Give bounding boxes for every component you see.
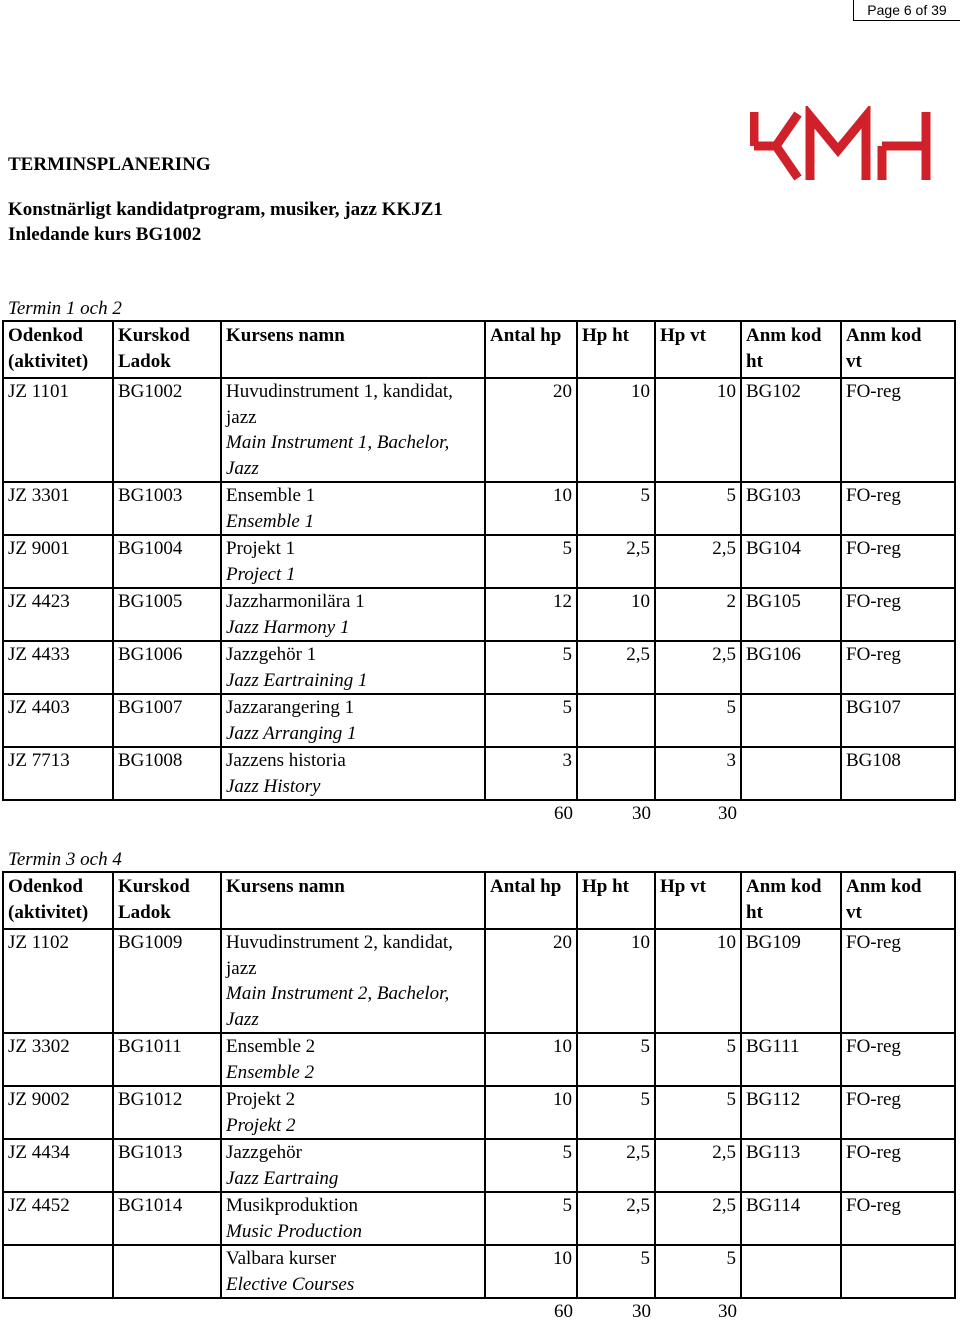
totals-spacer	[221, 1298, 485, 1325]
hp-vt-cell: 5	[655, 1245, 741, 1298]
header-hp-ht: Hp ht	[577, 321, 655, 378]
hp-ht-cell: 10	[577, 378, 655, 482]
course-name-en: Main Instrument 2, Bachelor,	[226, 983, 450, 1004]
table-row	[3, 378, 955, 482]
header-anm-kod-vt-line-2: vt	[846, 350, 862, 372]
totals-spacer	[113, 1298, 221, 1325]
anm-kod-ht-cell: BG103	[741, 482, 841, 535]
anm-kod-ht-cell: BG109	[741, 929, 841, 1033]
header-anm-kod-ht-line-1: Anm kod	[746, 876, 822, 897]
kmh-logo	[750, 106, 934, 186]
hp-vt-cell: 10	[655, 378, 741, 482]
header-anm-kod-vt-line-2: vt	[846, 901, 862, 923]
anm-kod-ht-cell: BG114	[741, 1192, 841, 1245]
course-name-cell	[221, 641, 485, 694]
kurskod-cell: BG1012	[113, 1086, 221, 1139]
course-name-cell	[221, 747, 485, 800]
header-anm-kod-vt-line-1: Anm kod	[846, 876, 922, 897]
header-anm-kod-ht	[741, 872, 841, 929]
antal-hp-cell: 10	[485, 1086, 577, 1139]
anm-kod-ht-cell	[741, 747, 841, 800]
odenkod-cell: JZ 3302	[3, 1033, 113, 1086]
hp-ht-cell	[577, 694, 655, 747]
table-row	[3, 747, 955, 800]
anm-kod-vt-cell: FO-reg	[841, 1033, 955, 1086]
odenkod-cell: JZ 4434	[3, 1139, 113, 1192]
antal-hp-cell: 20	[485, 929, 577, 1033]
hp-ht-cell	[577, 747, 655, 800]
antal-hp-cell: 5	[485, 694, 577, 747]
course-name-cell	[221, 1086, 485, 1139]
table-row	[3, 588, 955, 641]
anm-kod-vt-cell: FO-reg	[841, 535, 955, 588]
page-number: Page 6 of 39	[853, 0, 960, 21]
header-hp-vt: Hp vt	[655, 872, 741, 929]
total-hp-ht: 30	[632, 803, 651, 824]
course-name-sv: Jazzens historia	[226, 750, 346, 771]
anm-kod-ht-cell: BG113	[741, 1139, 841, 1192]
course-name-en: Ensemble 2	[226, 1061, 315, 1083]
anm-kod-vt-cell: BG107	[841, 694, 955, 747]
course-name-cell	[221, 1245, 485, 1298]
header-anm-kod-ht-line-2: ht	[746, 350, 763, 372]
table-row	[3, 929, 955, 1033]
course-name-en: Jazz	[226, 1008, 259, 1030]
antal-hp-cell: 5	[485, 535, 577, 588]
antal-hp-cell: 12	[485, 588, 577, 641]
antal-hp-cell: 20	[485, 378, 577, 482]
anm-kod-vt-cell: FO-reg	[841, 482, 955, 535]
odenkod-cell: JZ 9002	[3, 1086, 113, 1139]
hp-vt-cell: 5	[655, 1086, 741, 1139]
hp-vt-cell: 2,5	[655, 535, 741, 588]
header-kurskod-line-2: Ladok	[118, 901, 171, 923]
term-2-title: Termin 3 och 4	[8, 849, 122, 870]
header-anm-kod-vt	[841, 872, 955, 929]
odenkod-cell: JZ 3301	[3, 482, 113, 535]
hp-ht-cell: 5	[577, 482, 655, 535]
course-name-en: Jazz History	[226, 775, 321, 797]
anm-kod-ht-cell: BG102	[741, 378, 841, 482]
total-antal-hp: 60	[554, 803, 573, 824]
kurskod-cell: BG1006	[113, 641, 221, 694]
document-title: TERMINSPLANERING	[8, 154, 211, 175]
antal-hp-cell: 5	[485, 1139, 577, 1192]
hp-ht-cell: 2,5	[577, 1192, 655, 1245]
hp-vt-cell: 5	[655, 694, 741, 747]
kurskod-cell: BG1007	[113, 694, 221, 747]
hp-vt-cell: 5	[655, 1033, 741, 1086]
course-name-sv: Huvudinstrument 1, kandidat,	[226, 381, 453, 402]
header-kurskod-line-1: Kurskod	[118, 325, 190, 346]
hp-ht-cell: 10	[577, 929, 655, 1033]
table-header-row	[3, 872, 955, 929]
course-name-sv: Projekt 1	[226, 538, 296, 559]
antal-hp-cell: 10	[485, 482, 577, 535]
course-name-cell	[221, 1033, 485, 1086]
kurskod-cell: BG1003	[113, 482, 221, 535]
course-name-en: Main Instrument 1, Bachelor,	[226, 432, 450, 453]
course-name-en: Elective Courses	[226, 1273, 355, 1295]
hp-vt-cell: 2,5	[655, 1139, 741, 1192]
header-kursens-namn: Kursens namn	[221, 321, 485, 378]
course-name-cell	[221, 535, 485, 588]
header-anm-kod-ht-line-2: ht	[746, 901, 763, 923]
hp-vt-cell: 3	[655, 747, 741, 800]
anm-kod-vt-cell: FO-reg	[841, 588, 955, 641]
hp-ht-cell: 10	[577, 588, 655, 641]
course-name-en: Jazz Eartraining 1	[226, 669, 368, 691]
hp-ht-cell: 5	[577, 1033, 655, 1086]
anm-kod-ht-cell: BG111	[741, 1033, 841, 1086]
program-title: Konstnärligt kandidatprogram, musiker, jazz KKJZ1	[8, 199, 443, 220]
term-1-title: Termin 1 och 2	[8, 298, 122, 319]
course-name-sv: Jazzgehör 1	[226, 644, 317, 665]
header-hp-vt: Hp vt	[655, 321, 741, 378]
table-header-row	[3, 321, 955, 378]
total-antal-hp: 60	[554, 1301, 573, 1322]
anm-kod-ht-cell: BG104	[741, 535, 841, 588]
anm-kod-ht-cell: BG106	[741, 641, 841, 694]
anm-kod-vt-cell: FO-reg	[841, 1192, 955, 1245]
course-name-en: Ensemble 1	[226, 510, 315, 532]
odenkod-cell: JZ 4452	[3, 1192, 113, 1245]
totals-spacer	[113, 800, 221, 827]
odenkod-cell: JZ 9001	[3, 535, 113, 588]
odenkod-cell: JZ 4403	[3, 694, 113, 747]
odenkod-cell: JZ 7713	[3, 747, 113, 800]
course-name-sv: Ensemble 2	[226, 1036, 316, 1057]
hp-ht-cell: 5	[577, 1086, 655, 1139]
course-name-en: Music Production	[226, 1220, 362, 1242]
hp-vt-cell: 2	[655, 588, 741, 641]
term-2-table	[2, 871, 956, 1325]
course-name-sv: Huvudinstrument 2, kandidat,	[226, 932, 453, 953]
kurskod-cell: BG1008	[113, 747, 221, 800]
anm-kod-vt-cell: FO-reg	[841, 641, 955, 694]
table-row	[3, 641, 955, 694]
anm-kod-vt-cell: FO-reg	[841, 1139, 955, 1192]
course-name-sv: Musikproduktion	[226, 1195, 358, 1216]
total-hp-vt: 30	[718, 803, 737, 824]
anm-kod-ht-cell	[741, 1245, 841, 1298]
course-name-cell	[221, 588, 485, 641]
anm-kod-vt-cell: FO-reg	[841, 378, 955, 482]
total-hp-vt: 30	[718, 1301, 737, 1322]
odenkod-cell: JZ 4433	[3, 641, 113, 694]
header-anm-kod-ht	[741, 321, 841, 378]
term-1-table	[2, 320, 956, 827]
course-name-en: Jazz Arranging 1	[226, 722, 357, 744]
kurskod-cell: BG1005	[113, 588, 221, 641]
hp-ht-cell: 2,5	[577, 1139, 655, 1192]
header-odenkod	[3, 321, 113, 378]
totals-spacer	[3, 800, 113, 827]
totals-spacer	[841, 800, 955, 827]
course-name-en: Jazz Eartraing	[226, 1167, 339, 1189]
course-name-cell	[221, 378, 485, 482]
kurskod-cell	[113, 1245, 221, 1298]
totals-spacer	[741, 800, 841, 827]
header-odenkod-line-2: (aktivitet)	[8, 350, 89, 372]
course-name-sv: jazz	[226, 957, 257, 979]
anm-kod-ht-cell: BG112	[741, 1086, 841, 1139]
header-anm-kod-vt	[841, 321, 955, 378]
header-odenkod	[3, 872, 113, 929]
table-row	[3, 1086, 955, 1139]
kurskod-cell: BG1004	[113, 535, 221, 588]
anm-kod-vt-cell	[841, 1245, 955, 1298]
header-hp-ht: Hp ht	[577, 872, 655, 929]
table-row	[3, 535, 955, 588]
antal-hp-cell: 3	[485, 747, 577, 800]
course-name-en: Projekt 2	[226, 1114, 296, 1136]
header-antal-hp: Antal hp	[485, 321, 577, 378]
anm-kod-ht-cell: BG105	[741, 588, 841, 641]
hp-vt-cell: 2,5	[655, 1192, 741, 1245]
table-row	[3, 1245, 955, 1298]
header-anm-kod-ht-line-1: Anm kod	[746, 325, 822, 346]
header-anm-kod-vt-line-1: Anm kod	[846, 325, 922, 346]
odenkod-cell: JZ 4423	[3, 588, 113, 641]
intro-course: Inledande kurs BG1002	[8, 224, 202, 245]
total-hp-ht: 30	[632, 1301, 651, 1322]
totals-spacer	[221, 800, 485, 827]
odenkod-cell	[3, 1245, 113, 1298]
course-name-sv: Jazzgehör	[226, 1142, 302, 1163]
table-row	[3, 694, 955, 747]
course-name-sv: Valbara kurser	[226, 1248, 337, 1269]
course-name-cell	[221, 929, 485, 1033]
hp-vt-cell: 5	[655, 482, 741, 535]
antal-hp-cell: 10	[485, 1245, 577, 1298]
totals-spacer	[841, 1298, 955, 1325]
antal-hp-cell: 10	[485, 1033, 577, 1086]
hp-ht-cell: 2,5	[577, 641, 655, 694]
table-row	[3, 1192, 955, 1245]
table-row	[3, 1139, 955, 1192]
kurskod-cell: BG1013	[113, 1139, 221, 1192]
hp-ht-cell: 2,5	[577, 535, 655, 588]
header-kurskod	[113, 321, 221, 378]
odenkod-cell: JZ 1102	[3, 929, 113, 1033]
header-odenkod-line-1: Odenkod	[8, 325, 83, 346]
kurskod-cell: BG1009	[113, 929, 221, 1033]
hp-vt-cell: 2,5	[655, 641, 741, 694]
totals-row	[3, 1298, 955, 1325]
header-kurskod-line-2: Ladok	[118, 350, 171, 372]
header-kurskod	[113, 872, 221, 929]
anm-kod-vt-cell: BG108	[841, 747, 955, 800]
course-name-sv: Jazzharmonilära 1	[226, 591, 365, 612]
table-row	[3, 482, 955, 535]
course-name-en: Jazz Harmony 1	[226, 616, 350, 638]
course-name-en: Project 1	[226, 563, 296, 585]
kurskod-cell: BG1002	[113, 378, 221, 482]
anm-kod-vt-cell: FO-reg	[841, 1086, 955, 1139]
course-name-cell	[221, 482, 485, 535]
course-name-en: Jazz	[226, 457, 259, 479]
course-name-sv: jazz	[226, 406, 257, 428]
course-name-sv: Ensemble 1	[226, 485, 316, 506]
anm-kod-vt-cell: FO-reg	[841, 929, 955, 1033]
table-row	[3, 1033, 955, 1086]
course-name-cell	[221, 1139, 485, 1192]
antal-hp-cell: 5	[485, 1192, 577, 1245]
hp-ht-cell: 5	[577, 1245, 655, 1298]
odenkod-cell: JZ 1101	[3, 378, 113, 482]
header-kursens-namn: Kursens namn	[221, 872, 485, 929]
header-antal-hp: Antal hp	[485, 872, 577, 929]
course-name-cell	[221, 1192, 485, 1245]
totals-spacer	[741, 1298, 841, 1325]
header-kurskod-line-1: Kurskod	[118, 876, 190, 897]
course-name-sv: Jazzarangering 1	[226, 697, 355, 718]
kurskod-cell: BG1014	[113, 1192, 221, 1245]
antal-hp-cell: 5	[485, 641, 577, 694]
totals-row	[3, 800, 955, 827]
kurskod-cell: BG1011	[113, 1033, 221, 1086]
course-name-sv: Projekt 2	[226, 1089, 296, 1110]
course-name-cell	[221, 694, 485, 747]
header-odenkod-line-1: Odenkod	[8, 876, 83, 897]
anm-kod-ht-cell	[741, 694, 841, 747]
totals-spacer	[3, 1298, 113, 1325]
header-odenkod-line-2: (aktivitet)	[8, 901, 89, 923]
hp-vt-cell: 10	[655, 929, 741, 1033]
